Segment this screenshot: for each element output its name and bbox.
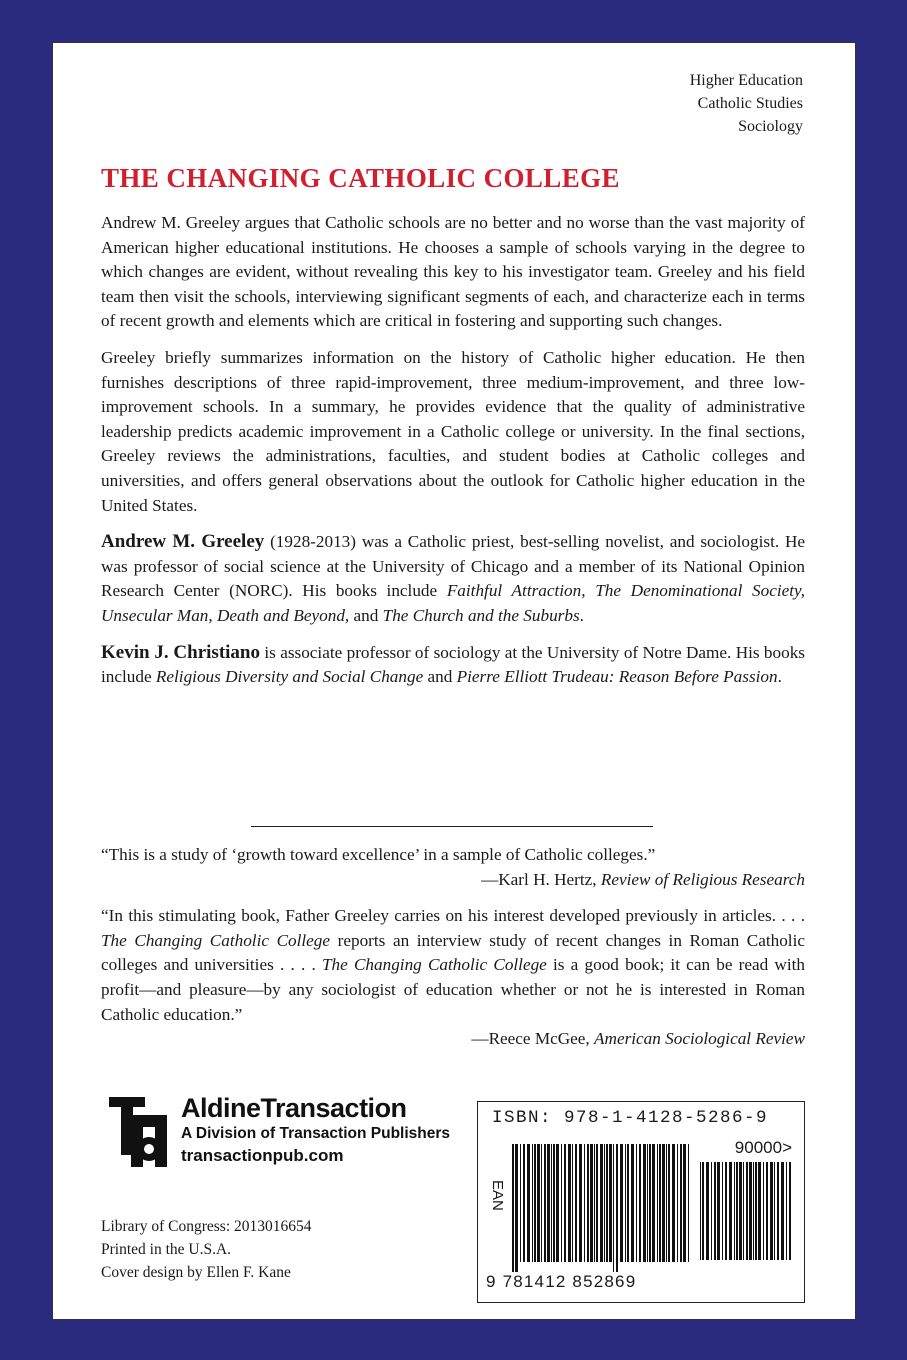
description-paragraph: Andrew M. Greeley argues that Catholic schools are no better and no worse than the vast majority of American higher educational institutions. He chooses a sample of schools varying in the degree to which changes are evident, without revealing this key to his investigator team. Greeley and his field team then visit the schools, interviewing significant segments of each, and characterize each in terms of recent growth and elements which are critical in fostering and supporting such changes. [101,213,805,331]
barcode-bar [575,1144,577,1262]
barcode-bar [594,1144,595,1262]
publisher-url: transactionpub.com [181,1146,344,1165]
barcode-bar [766,1162,768,1260]
barcode-bar [639,1144,641,1262]
barcode-bar [649,1144,651,1262]
review-quote: “In this stimulating book, Father Greeley carries on his interest developed previously in articles. . . . The Changing Catholic College reports an interview study of recent changes in Roman Catholic colleges and universities . . . . The Changing Catholic College is a good book; it can be read with profit—and pleasure—by any sociologist of education whether or not he is interested in Roman Catholic education.” [101,906,805,1024]
barcode-bar [781,1162,784,1260]
barcode-bar [616,1144,618,1272]
barcode-bar [659,1144,661,1262]
subject-item: Sociology [738,118,803,135]
barcode-bar [702,1162,704,1260]
barcode-bar [717,1162,720,1260]
author-name: Kevin J. Christiano [101,641,261,663]
review-quote: “This is a study of ‘growth toward excellence’ in a sample of Catholic colleges.” [101,845,656,864]
barcode-bar [746,1162,748,1260]
barcode-bar [527,1144,530,1262]
barcode-bar [590,1144,593,1262]
description [101,211,805,702]
barcode-bar [711,1162,712,1260]
barcode-bar [725,1162,727,1260]
barcode-bar [547,1144,550,1262]
library-of-congress: Library of Congress: 2013016654 [101,1218,312,1235]
author-bio-christiano: Kevin J. Christiano is associate professor of sociology at the University of Notre Dame. His books include Religious Diversity and Social Change and Pierre Elliott Trudeau: Reason Before Passion. [101,641,806,687]
barcode-bar [564,1144,566,1262]
barcode-bar [520,1144,521,1262]
barcode-bar [541,1144,542,1262]
printed-in: Printed in the U.S.A. [101,1241,232,1258]
barcode-bar [680,1144,682,1262]
barcode-bar [537,1144,540,1262]
price-code: 90000> [734,1138,792,1157]
barcode-bar [734,1162,735,1260]
barcode-bar [600,1144,603,1262]
isbn-barcode-box [477,1101,805,1303]
barcode-bar [777,1162,779,1260]
barcode-bar [572,1144,573,1262]
imprint-info [101,1215,312,1284]
barcode-bar [753,1162,754,1260]
barcode-bar [643,1144,646,1262]
review-attribution: —Reece McGee, American Sociological Review [471,1029,805,1049]
author-name: Andrew M. Greeley [101,531,265,553]
ean-label: EAN [489,1180,506,1211]
barcode-bar [749,1162,752,1260]
publisher-logo-icon [101,1093,175,1171]
barcode-bar [568,1144,571,1262]
subject-item: Catholic Studies [697,95,803,112]
barcode-bar [662,1144,665,1262]
barcode-bar [625,1144,626,1262]
barcode-bar [551,1144,552,1262]
barcode-bar [789,1162,791,1260]
isbn-label: ISBN: 978-1-4128-5286-9 [492,1108,769,1128]
publisher-division: A Division of Transaction Publishers [181,1125,451,1142]
barcode-bar [739,1162,742,1260]
barcode-bar [786,1162,787,1260]
barcode-bar [736,1162,738,1260]
barcode-bar [587,1144,589,1262]
barcode-bar [584,1144,585,1262]
barcode-bar [770,1162,773,1260]
barcode-bar [627,1144,629,1262]
barcode-bar [631,1144,634,1262]
barcode-bar [657,1144,658,1262]
publisher-logo [101,1093,450,1171]
barcode-bar [743,1162,744,1260]
barcode-bar [613,1144,614,1272]
barcode-bar [596,1144,598,1262]
barcode-bar [666,1144,667,1262]
addon-barcode [700,1162,792,1270]
barcode-bar [512,1144,514,1272]
barcode-bar [556,1144,559,1262]
description-paragraph: Greeley briefly summarizes information on the history of Catholic higher education. He then furnishes descriptions of three rapid-improvement, three medium-improvement, and three low-improvement schools. In a summary, he provides evidence that the quality of administrative leadership predicts academic improvement in a Catholic college or university. In the final sections, Greeley reviews the administrations, faculties, and student bodies at Catholic colleges and universities, and offers general observations about the outlook for Catholic higher education in the United States. [101,347,805,515]
barcode-bar [544,1144,546,1262]
barcode-bar [722,1162,723,1260]
barcode-bar [604,1144,605,1262]
barcode-bar [561,1144,562,1262]
barcode-bar [606,1144,608,1262]
review-quotes [101,843,805,1064]
barcode-bar [636,1144,637,1262]
barcode-bar [515,1144,518,1272]
barcode-bar [668,1144,670,1262]
barcode-bar [774,1162,775,1260]
barcode-bar [579,1144,582,1262]
barcode-bar [652,1144,655,1262]
barcode-bar [683,1144,686,1262]
review-attribution: —Karl H. Hertz, Review of Religious Research [481,869,805,889]
barcode-bar [729,1162,732,1260]
barcode-bar [553,1144,555,1262]
barcode-digits: 9 781412 852869 [486,1272,637,1291]
divider [251,826,653,827]
author-bio-greeley: Andrew M. Greeley (1928-2013) was a Catholic priest, best-selling novelist, and sociologist. He was professor of social science at the University of Chicago and a member of its National Opinion Research Center (NORC). His books include Faithful Attraction, The Denominational Society, Unsecular Man, Death and Beyond, and The Church and the Suburbs. [101,531,805,625]
back-cover [52,42,856,1320]
barcode-bar [758,1162,761,1260]
barcode-bar [523,1144,525,1262]
book-title: THE CHANGING CATHOLIC COLLEGE [101,163,620,193]
barcode-bar [609,1144,612,1262]
subject-item: Higher Education [689,72,803,89]
barcode-bar [763,1162,764,1260]
barcode-bar [677,1144,678,1262]
barcode-bar [755,1162,757,1260]
barcode-bar [706,1162,709,1260]
publisher-name: AldineTransaction [181,1093,407,1123]
barcode-bar [534,1144,536,1262]
barcode-bar [620,1144,623,1262]
cover-design-credit: Cover design by Ellen F. Kane [101,1264,291,1281]
barcode-bar [714,1162,716,1260]
subject-categories [690,69,803,138]
barcode-bar [647,1144,648,1262]
ean-barcode [512,1144,692,1272]
barcode-bar [700,1162,701,1260]
barcode-bar [688,1144,689,1262]
barcode-bar [672,1144,675,1262]
barcode-bar [532,1144,533,1262]
